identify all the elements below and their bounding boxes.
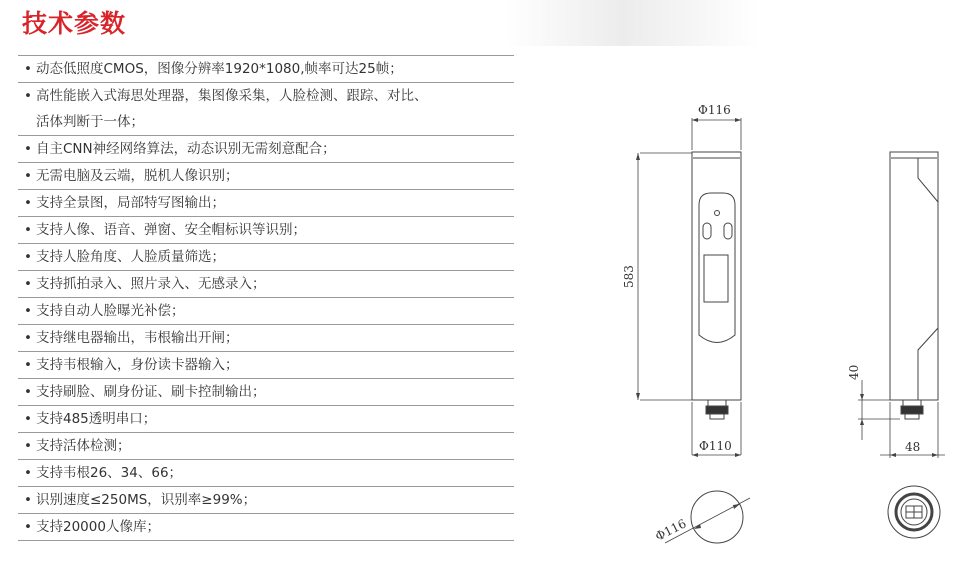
page-title: 技术参数 — [22, 9, 127, 38]
dim-side-base-width: 48 — [905, 440, 921, 454]
bullet-icon: • — [24, 195, 32, 211]
spec-text: 支持韦根输入，身份读卡器输入； — [36, 357, 239, 373]
spec-text-continued: 活体判断于一体； — [36, 114, 144, 130]
dimension-drawing — [600, 80, 960, 550]
spec-item — [18, 217, 514, 244]
spec-item — [18, 271, 514, 298]
spec-item — [18, 379, 514, 406]
spec-item — [18, 352, 514, 379]
dim-top-view-diameter: Φ116 — [653, 516, 689, 544]
spec-text: 支持活体检测； — [36, 438, 131, 454]
spec-text: 支持20000人像库； — [36, 519, 160, 535]
bullet-icon: • — [24, 61, 32, 77]
bullet-icon: • — [24, 141, 32, 157]
dim-top-diameter: Φ116 — [698, 103, 731, 117]
spec-text: 支持继电器输出，韦根输出开闸； — [36, 330, 239, 346]
bullet-icon: • — [24, 519, 32, 535]
spec-text: 支持全景图，局部特写图输出； — [36, 195, 225, 211]
front-view — [636, 118, 741, 457]
spec-text: 无需电脑及云端，脱机人像识别； — [36, 168, 239, 184]
spec-text: 支持485透明串口； — [36, 411, 157, 427]
spec-text: 高性能嵌入式海思处理器，集图像采集，人脸检测、跟踪、对比、 — [36, 88, 428, 104]
bullet-icon: • — [24, 303, 32, 319]
spec-list — [18, 55, 514, 541]
bullet-icon: • — [24, 438, 32, 454]
side-view — [858, 152, 945, 458]
spec-text: 支持人像、语音、弹窗、安全帽标识等识别； — [36, 222, 306, 238]
spec-text: 支持刷脸、刷身份证、刷卡控制输出； — [36, 384, 266, 400]
dim-bottom-diameter: Φ110 — [699, 439, 732, 453]
spec-item — [18, 406, 514, 433]
top-view-circle — [665, 491, 750, 543]
spec-item — [18, 163, 514, 190]
spec-item — [18, 325, 514, 352]
bullet-icon: • — [24, 492, 32, 508]
bullet-icon: • — [24, 357, 32, 373]
spec-item — [18, 244, 514, 271]
spec-item — [18, 55, 514, 83]
spec-text: 支持自动人脸曝光补偿； — [36, 303, 185, 319]
bullet-icon: • — [24, 411, 32, 427]
spec-text: 支持人脸角度、人脸质量筛选； — [36, 249, 225, 265]
bullet-icon: • — [24, 276, 32, 292]
bullet-icon: • — [24, 88, 32, 104]
bullet-icon: • — [24, 384, 32, 400]
spec-text: 支持韦根26、34、66； — [36, 465, 183, 481]
dim-height: 583 — [622, 265, 636, 288]
spec-item — [18, 460, 514, 487]
bottom-view-connector — [888, 486, 940, 538]
header-strip — [0, 0, 974, 46]
spec-item — [18, 136, 514, 163]
spec-item — [18, 298, 514, 325]
bullet-icon: • — [24, 222, 32, 238]
spec-item — [18, 190, 514, 217]
spec-text: 自主CNN神经网络算法，动态识别无需刻意配合； — [36, 141, 336, 157]
spec-item — [18, 487, 514, 514]
spec-text: 动态低照度CMOS，图像分辨率1920*1080,帧率可达25帧； — [36, 61, 403, 77]
spec-item — [18, 514, 514, 541]
spec-item — [18, 83, 514, 136]
spec-text: 支持抓拍录入、照片录入、无感录入； — [36, 276, 266, 292]
bullet-icon: • — [24, 249, 32, 265]
bullet-icon: • — [24, 330, 32, 346]
spec-text: 识别速度≤250MS，识别率≥99%； — [36, 492, 257, 508]
spec-item — [18, 433, 514, 460]
bullet-icon: • — [24, 168, 32, 184]
bullet-icon: • — [24, 465, 32, 481]
dim-side-base-height: 40 — [847, 364, 861, 380]
